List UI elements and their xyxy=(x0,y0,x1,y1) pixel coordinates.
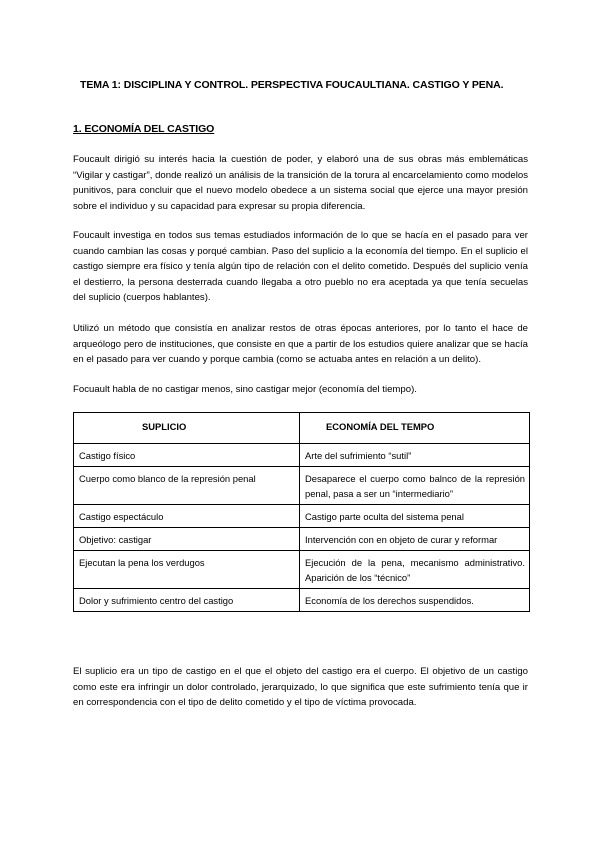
paragraph: Foucault dirigió su interés hacia la cuestión de poder, y elaboró una de sus obras más emblemáticas “Vigilar y castigar”, donde realizó un análisis de la transición de la torura al encarcelamiento como modelos punitivos, para concluir que el nuevo modelo obedece a un sistema social que ejerce una mayor presión sobre el individuo y su capacidad para expresar su propia diferencia. xyxy=(73,154,528,212)
document-title: TEMA 1: DISCIPLINA Y CONTROL. PERSPECTIVA FOUCAULTIANA. CASTIGO Y PENA. xyxy=(80,79,504,91)
table-cell: Cuerpo como blanco de la represión penal xyxy=(74,467,300,505)
table-row xyxy=(74,528,530,551)
table-row xyxy=(74,589,530,612)
table-row xyxy=(74,551,530,589)
table-row xyxy=(74,467,530,505)
table-cell: Castigo físico xyxy=(74,444,300,467)
table-cell: Ejecución de la pena, mecanismo administrativo. Aparición de los “técnico” xyxy=(300,551,530,589)
paragraph: Utilizó un método que consistía en analizar restos de otras épocas anteriores, por lo tanto el hace de arqueólogo pero de instituciones, que consiste en que a partir de los estudios quiere analizar que se hacía en el pasado para ver cuando y porque cambia (como se actuaba antes en relación a un delito). xyxy=(73,323,528,365)
table-cell: Ejecutan la pena los verdugos xyxy=(74,551,300,589)
table-cell: Desaparece el cuerpo como balnco de la represión penal, pasa a ser un “intermediario” xyxy=(300,467,530,505)
table-cell: Intervención con en objeto de curar y reformar xyxy=(300,528,530,551)
comparison-table xyxy=(73,412,529,612)
table-header-cell: SUPLICIO xyxy=(74,413,300,444)
table-cell: Arte del sufrimiento “sutil” xyxy=(300,444,530,467)
table-cell: Castigo parte oculta del sistema penal xyxy=(300,505,530,528)
table-cell: Economía de los derechos suspendidos. xyxy=(300,589,530,612)
section-heading: 1. ECONOMÍA DEL CASTIGO xyxy=(73,123,215,135)
paragraph: Foucault investiga en todos sus temas estudiados información de lo que se hacía en el pasado para ver cuando cambian las cosas y porqué cambian. Paso del suplicio a la economía del tiempo. En el suplicio el castigo siempre era físico y tenía algún tipo de relación con el delito cometido. Después del suplicio venía el destierro, la persona desterrada cuando llegaba a otro pueblo no era aceptada ya que tenía secuelas del suplicio (cuerpos hablantes). xyxy=(73,230,528,303)
table-cell: Objetivo: castigar xyxy=(74,528,300,551)
table-row xyxy=(74,505,530,528)
table-cell: Castigo espectáculo xyxy=(74,505,300,528)
table-header-row xyxy=(74,413,530,444)
table-header-cell: ECONOMÍA DEL TEMPO xyxy=(300,413,530,444)
paragraph: El suplicio era un tipo de castigo en el que el objeto del castigo era el cuerpo. El objetivo de un castigo como este era infringir un dolor controlado, jerarquizado, lo que significa que este sufrimiento tenía que ir en correspondencia con el tipo de delito cometido y el tipo de víctima provocada. xyxy=(73,666,528,708)
table-cell: Dolor y sufrimiento centro del castigo xyxy=(74,589,300,612)
paragraph: Focuault habla de no castigar menos, sino castigar mejor (economía del tiempo). xyxy=(73,384,417,395)
table-row xyxy=(74,444,530,467)
